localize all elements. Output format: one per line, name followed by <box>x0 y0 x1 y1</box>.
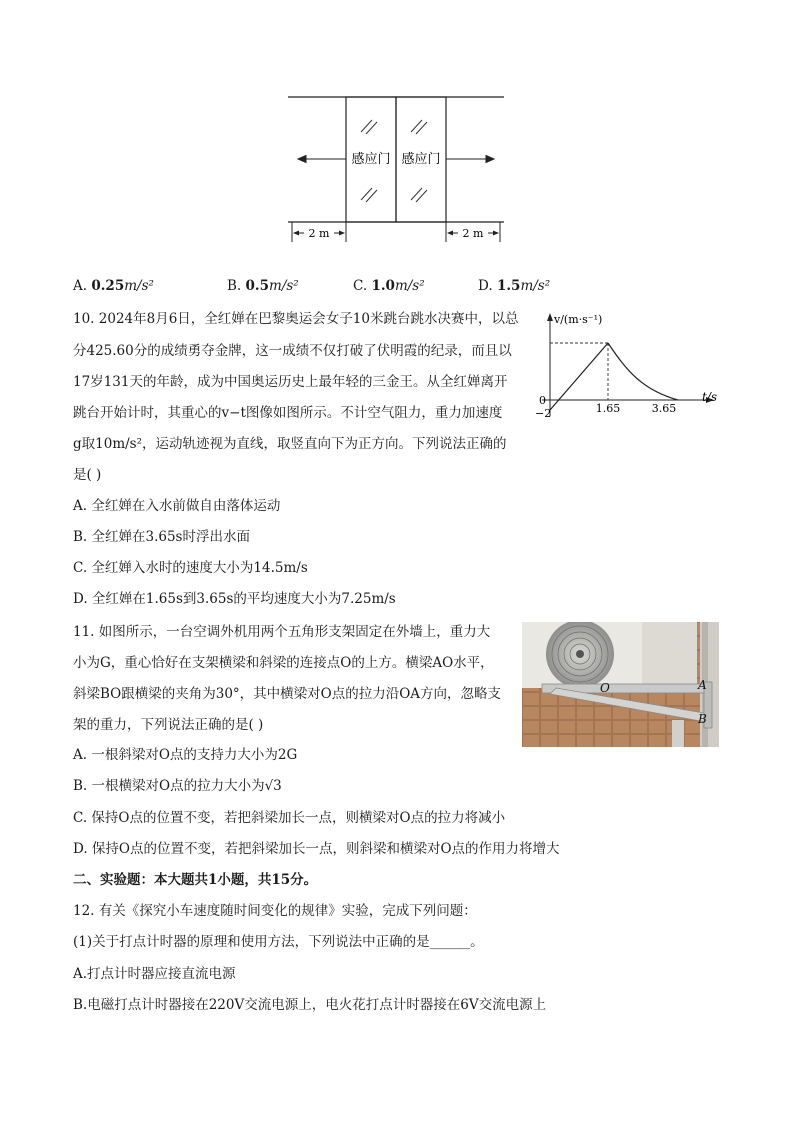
q11-line-2: 小为G，重心恰好在支架横梁和斜梁的连接点O的上方。横梁AO水平， <box>73 655 494 671</box>
q9-option-d[interactable]: D. 1.5m/s² <box>478 278 551 294</box>
q12-sub1: (1)关于打点计时器的原理和使用方法，下列说法中正确的是______。 <box>73 934 484 950</box>
q10-option-b[interactable]: B. 全红婵在3.65s时浮出水面 <box>73 529 250 545</box>
q11-option-d[interactable]: D. 保持O点的位置不变，若把斜梁加长一点，则斜梁和横梁对O点的作用力将增大 <box>73 841 560 857</box>
point-o-label: O <box>600 681 610 695</box>
right-arrow <box>446 156 494 163</box>
right-door-label: 感应门 <box>401 152 441 167</box>
x-tick-1.65: 1.65 <box>595 402 621 415</box>
left-dimension: 2 m <box>308 227 330 240</box>
q9-option-b[interactable]: B. 0.5m/s² <box>227 278 299 294</box>
q10-line-5: g取10m/s²，运动轨迹视为直线，取竖直向下为正方向。下列说法正确的 <box>73 436 507 452</box>
x-axis-label: t/s <box>702 390 718 404</box>
q10-option-c[interactable]: C. 全红婵入水时的速度大小为14.5m/s <box>73 560 308 576</box>
y-tick-neg2: −2 <box>535 407 552 420</box>
q9-option-a[interactable]: A. 0.25m/s² <box>73 278 154 294</box>
q9-option-c[interactable]: C. 1.0m/s² <box>353 278 425 294</box>
q11-line-1: 11. 如图所示，一台空调外机用两个五角形支架固定在外墙上，重力大 <box>73 624 491 640</box>
q11-option-c[interactable]: C. 保持O点的位置不变，若把斜梁加长一点，则横梁对O点的拉力将减小 <box>73 810 506 826</box>
origin-label: 0 <box>539 394 546 407</box>
q10-line-4: 跳台开始计时，其重心的v−t图像如图所示。不计空气阻力，重力加速度 <box>73 405 503 421</box>
q10-line-3: 17岁131天的年龄，成为中国奥运历史上最年轻的三金王。从全红婵离开 <box>73 374 508 390</box>
q10-option-a[interactable]: A. 全红婵在入水前做自由落体运动 <box>73 498 281 514</box>
section-2-heading: 二、实验题：本大题共1小题，共15分。 <box>73 872 318 888</box>
q11-line-4: 架的重力，下列说法正确的是( ) <box>73 717 264 733</box>
decay-curve <box>608 343 678 400</box>
right-dimension: 2 m <box>462 227 484 240</box>
ac-bracket-photo <box>522 622 719 747</box>
q10-option-d[interactable]: D. 全红婵在1.65s到3.65s的平均速度大小为7.25m/s <box>73 591 396 607</box>
q12-option-b[interactable]: B.电磁打点计时器接在220V交流电源上，电火花打点计时器接在6V交流电源上 <box>73 997 547 1013</box>
q10-line-1: 10. 2024年8月6日，全红婵在巴黎奥运会女子10米跳台跳水决赛中，以总 <box>73 311 519 327</box>
q12-option-a[interactable]: A.打点计时器应接直流电源 <box>73 966 236 982</box>
q10-line-2: 分425.60分的成绩勇夺金牌，这一成绩不仅打破了伏明霞的纪录，而且以 <box>73 343 512 359</box>
door-figure <box>280 88 512 250</box>
q11-option-b[interactable]: B. 一根横梁对O点的拉力大小为√3 <box>73 778 282 794</box>
left-door-label: 感应门 <box>351 152 391 167</box>
q11-line-3: 斜梁BO跟横梁的夹角为30°，其中横梁对O点的拉力沿OA方向，忽略支 <box>73 686 502 702</box>
q10-line-6: 是( ) <box>73 467 102 483</box>
x-tick-3.65: 3.65 <box>651 402 677 415</box>
vt-graph <box>530 308 730 423</box>
q11-option-a[interactable]: A. 一根斜梁对O点的支持力大小为2G <box>73 747 298 763</box>
q12-intro: 12. 有关《探究小车速度随时间变化的规律》实验，完成下列问题： <box>73 903 477 919</box>
left-arrow <box>298 156 346 163</box>
point-a-label: A <box>698 678 707 692</box>
point-b-label: B <box>698 712 707 726</box>
y-axis-label: v/(m·s⁻¹) <box>554 313 603 326</box>
